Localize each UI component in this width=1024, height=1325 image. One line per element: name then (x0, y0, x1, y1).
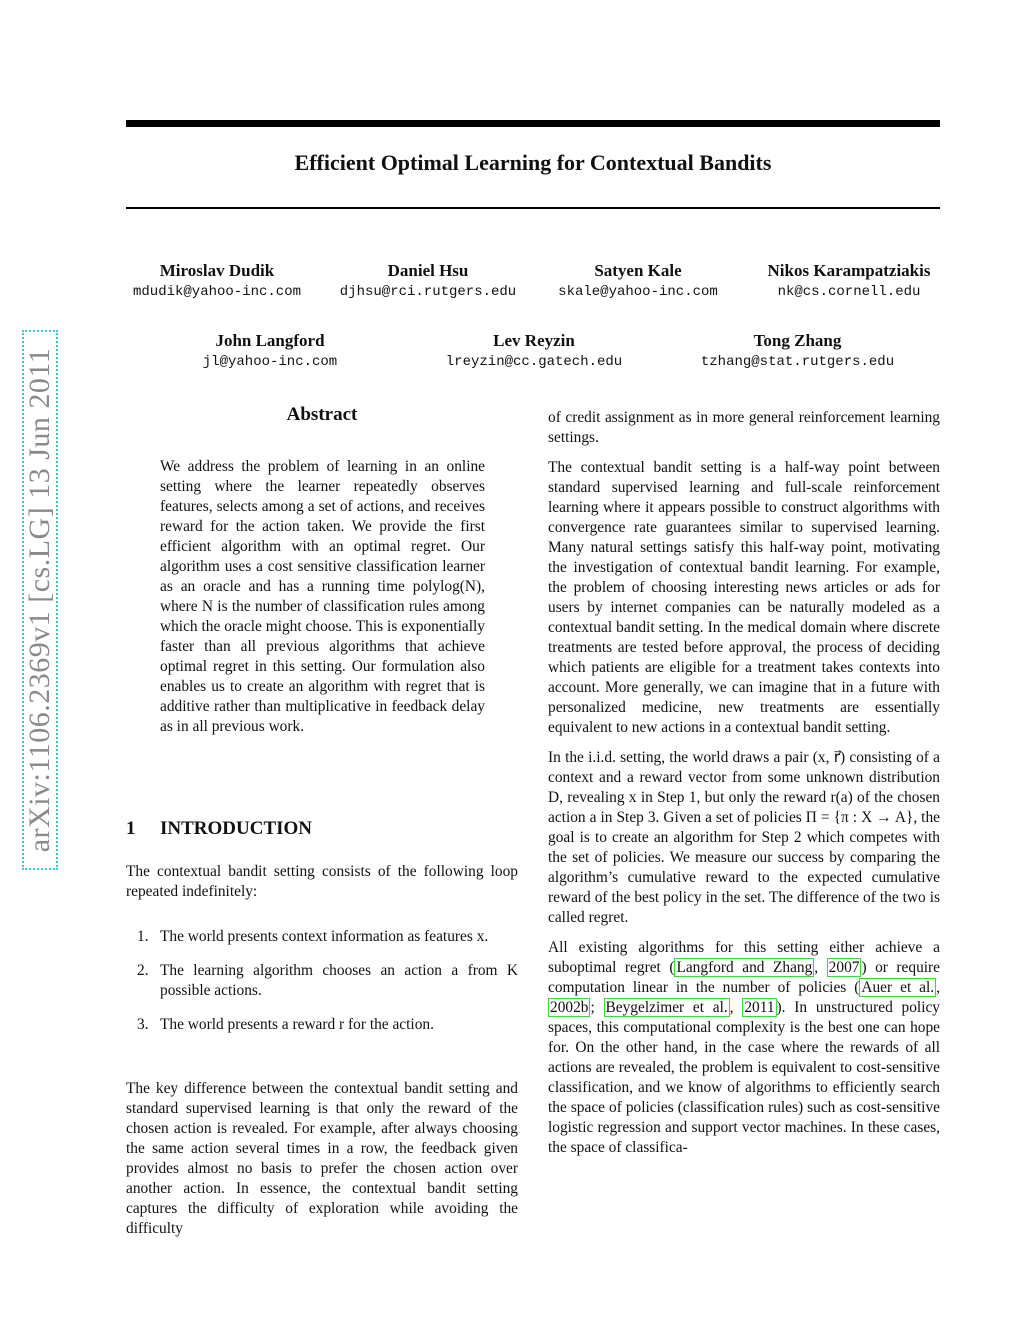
list-text: The world presents context information as features x. (160, 928, 489, 945)
list-item (126, 961, 518, 1001)
loop-list (126, 927, 518, 1049)
section-number: 1 (126, 818, 136, 839)
list-number: 1. (137, 928, 149, 945)
paragraph: The key difference between the contextual bandit setting and standard supervised learning is that only the reward of the chosen action is revealed. For example, after always choosing the same action several times in a row, the feedback given provides almost no basis to prefer the chosen action over another action. In essence, the contextual bandit setting captures the difficulty of exploration while avoiding the difficulty (126, 1080, 518, 1237)
citation-year-link[interactable]: 2007 (828, 959, 860, 976)
intro-paragraph: The contextual bandit setting consists of the following loop repeated indefinitely: (126, 863, 518, 900)
list-number: 3. (137, 1016, 149, 1033)
text-run: ; (590, 999, 604, 1016)
author-email: lreyzin@cc.gatech.edu (445, 354, 623, 370)
citation-year-link[interactable]: 2002b (550, 999, 589, 1016)
text-run: , (936, 979, 941, 996)
right-column (548, 408, 940, 1168)
author-email: skale@yahoo-inc.com (558, 284, 718, 300)
title-rule-top (126, 120, 940, 127)
author-name: Daniel Hsu (387, 261, 469, 280)
section-title: INTRODUCTION (160, 818, 313, 839)
paragraph: of credit assignment as in more general reinforcement learning settings. (548, 409, 940, 446)
list-text: The learning algorithm chooses an action a from K possible actions. (160, 962, 518, 999)
citation-link[interactable]: Langford and Zhang (676, 959, 813, 976)
paragraph: In the i.i.d. setting, the world draws a pair (x, r⃗) consisting of a context and a reward vector from some unknown distribution D, revealing x in Step 1, but only the reward r(a) of the chosen action a in Step 3. Given a set of policies Π = {π : X → A}, the goal is to create an algorithm for Step 2 which competes with the set of policies. We measure our success by comparing the algorithm’s cumulative reward to the expected cumulative reward of the best policy in the set. The difference of the two is called regret. (548, 749, 940, 926)
text-run: , (729, 999, 743, 1016)
arxiv-stamp-text: arXiv:1106.2369v1 [cs.LG] 13 Jun 2011 (23, 347, 56, 853)
author-name: John Langford (215, 331, 325, 350)
citation-year-link[interactable]: 2011 (744, 999, 775, 1016)
abstract-text: We address the problem of learning in an online setting where the learner repeatedly observes features, selects among a set of actions, and receives reward for the action taken. We provide the first efficient algorithm with an optimal regret. Our algorithm uses a cost sensitive classification learner as an oracle and has a running time polylog(N), where N is the number of classification rules among which the oracle might choose. This is exponentially faster than all previous algorithms that achieve optimal regret in this setting. Our formulation also enables us to create an algorithm with regret that is additive rather than multiplicative in feedback delay as in all previous work. (160, 458, 485, 735)
author-email: nk@cs.cornell.edu (777, 284, 921, 300)
title-rule-bottom (126, 207, 940, 209)
citation-link[interactable]: Beygelzimer et al. (605, 999, 728, 1016)
list-text: The world presents a reward r for the action. (160, 1016, 434, 1033)
author-name: Lev Reyzin (493, 331, 575, 350)
author-email: jl@yahoo-inc.com (202, 354, 338, 370)
arxiv-stamp (22, 330, 62, 870)
text-run: ) or require computation linear in the number of policies ( (548, 959, 941, 996)
author-block (749, 260, 949, 302)
abstract-heading: Abstract (286, 404, 358, 425)
author-name: Satyen Kale (594, 261, 682, 280)
author-name: Tong Zhang (753, 331, 842, 350)
author-email: mdudik@yahoo-inc.com (132, 284, 302, 300)
list-item (126, 1015, 518, 1035)
author-name: Nikos Karampatziakis (767, 261, 931, 280)
author-email: djhsu@rci.rutgers.edu (339, 284, 517, 300)
text-run: All existing algorithms for this setting either achieve a suboptimal regret ( (548, 939, 940, 976)
author-block (685, 330, 910, 372)
text-run: , (814, 959, 827, 976)
list-item (126, 927, 518, 947)
paper-title: Efficient Optimal Learning for Contextual Bandits (294, 150, 772, 175)
author-block (170, 330, 370, 372)
list-number: 2. (137, 962, 149, 979)
citation-link[interactable]: Auer et al. (861, 979, 935, 996)
author-block (424, 330, 644, 372)
author-block (538, 260, 738, 302)
author-block (328, 260, 528, 302)
author-email: tzhang@stat.rutgers.edu (700, 354, 895, 370)
author-name: Miroslav Dudik (159, 261, 275, 280)
section-heading (126, 818, 312, 840)
text-run: ). In unstructured policy spaces, this computational complexity is the best one can hope for. On the other hand, in the case where the rewards of all actions are revealed, the problem is equivalent to cost-sensitive classification, and we know of algorithms to efficiently search the space of policies (classification rules) such as cost-sensitive logistic regression and support vector machines. In these cases, the space of classifica- (548, 999, 940, 1156)
paragraph-with-citations (548, 938, 940, 1158)
author-block (117, 260, 317, 302)
paragraph: The contextual bandit setting is a half-way point between standard supervised learning and full-scale reinforcement learning where it appears possible to construct algorithms with convergence rate guarantees similar to supervised learning. Many natural settings satisfy this half-way point, motivating the investigation of contextual bandit learning. For example, the problem of choosing interesting news articles or ads for users by internet companies can be naturally modeled as a contextual bandit setting. In the medical domain where discrete treatments are tested before approval, the process of deciding which patients are eligible for a treatment takes contexts into account. More generally, we can imagine that in a future with personalized medicine, new treatments are essentially equivalent to new actions in a contextual bandit setting. (548, 459, 940, 736)
